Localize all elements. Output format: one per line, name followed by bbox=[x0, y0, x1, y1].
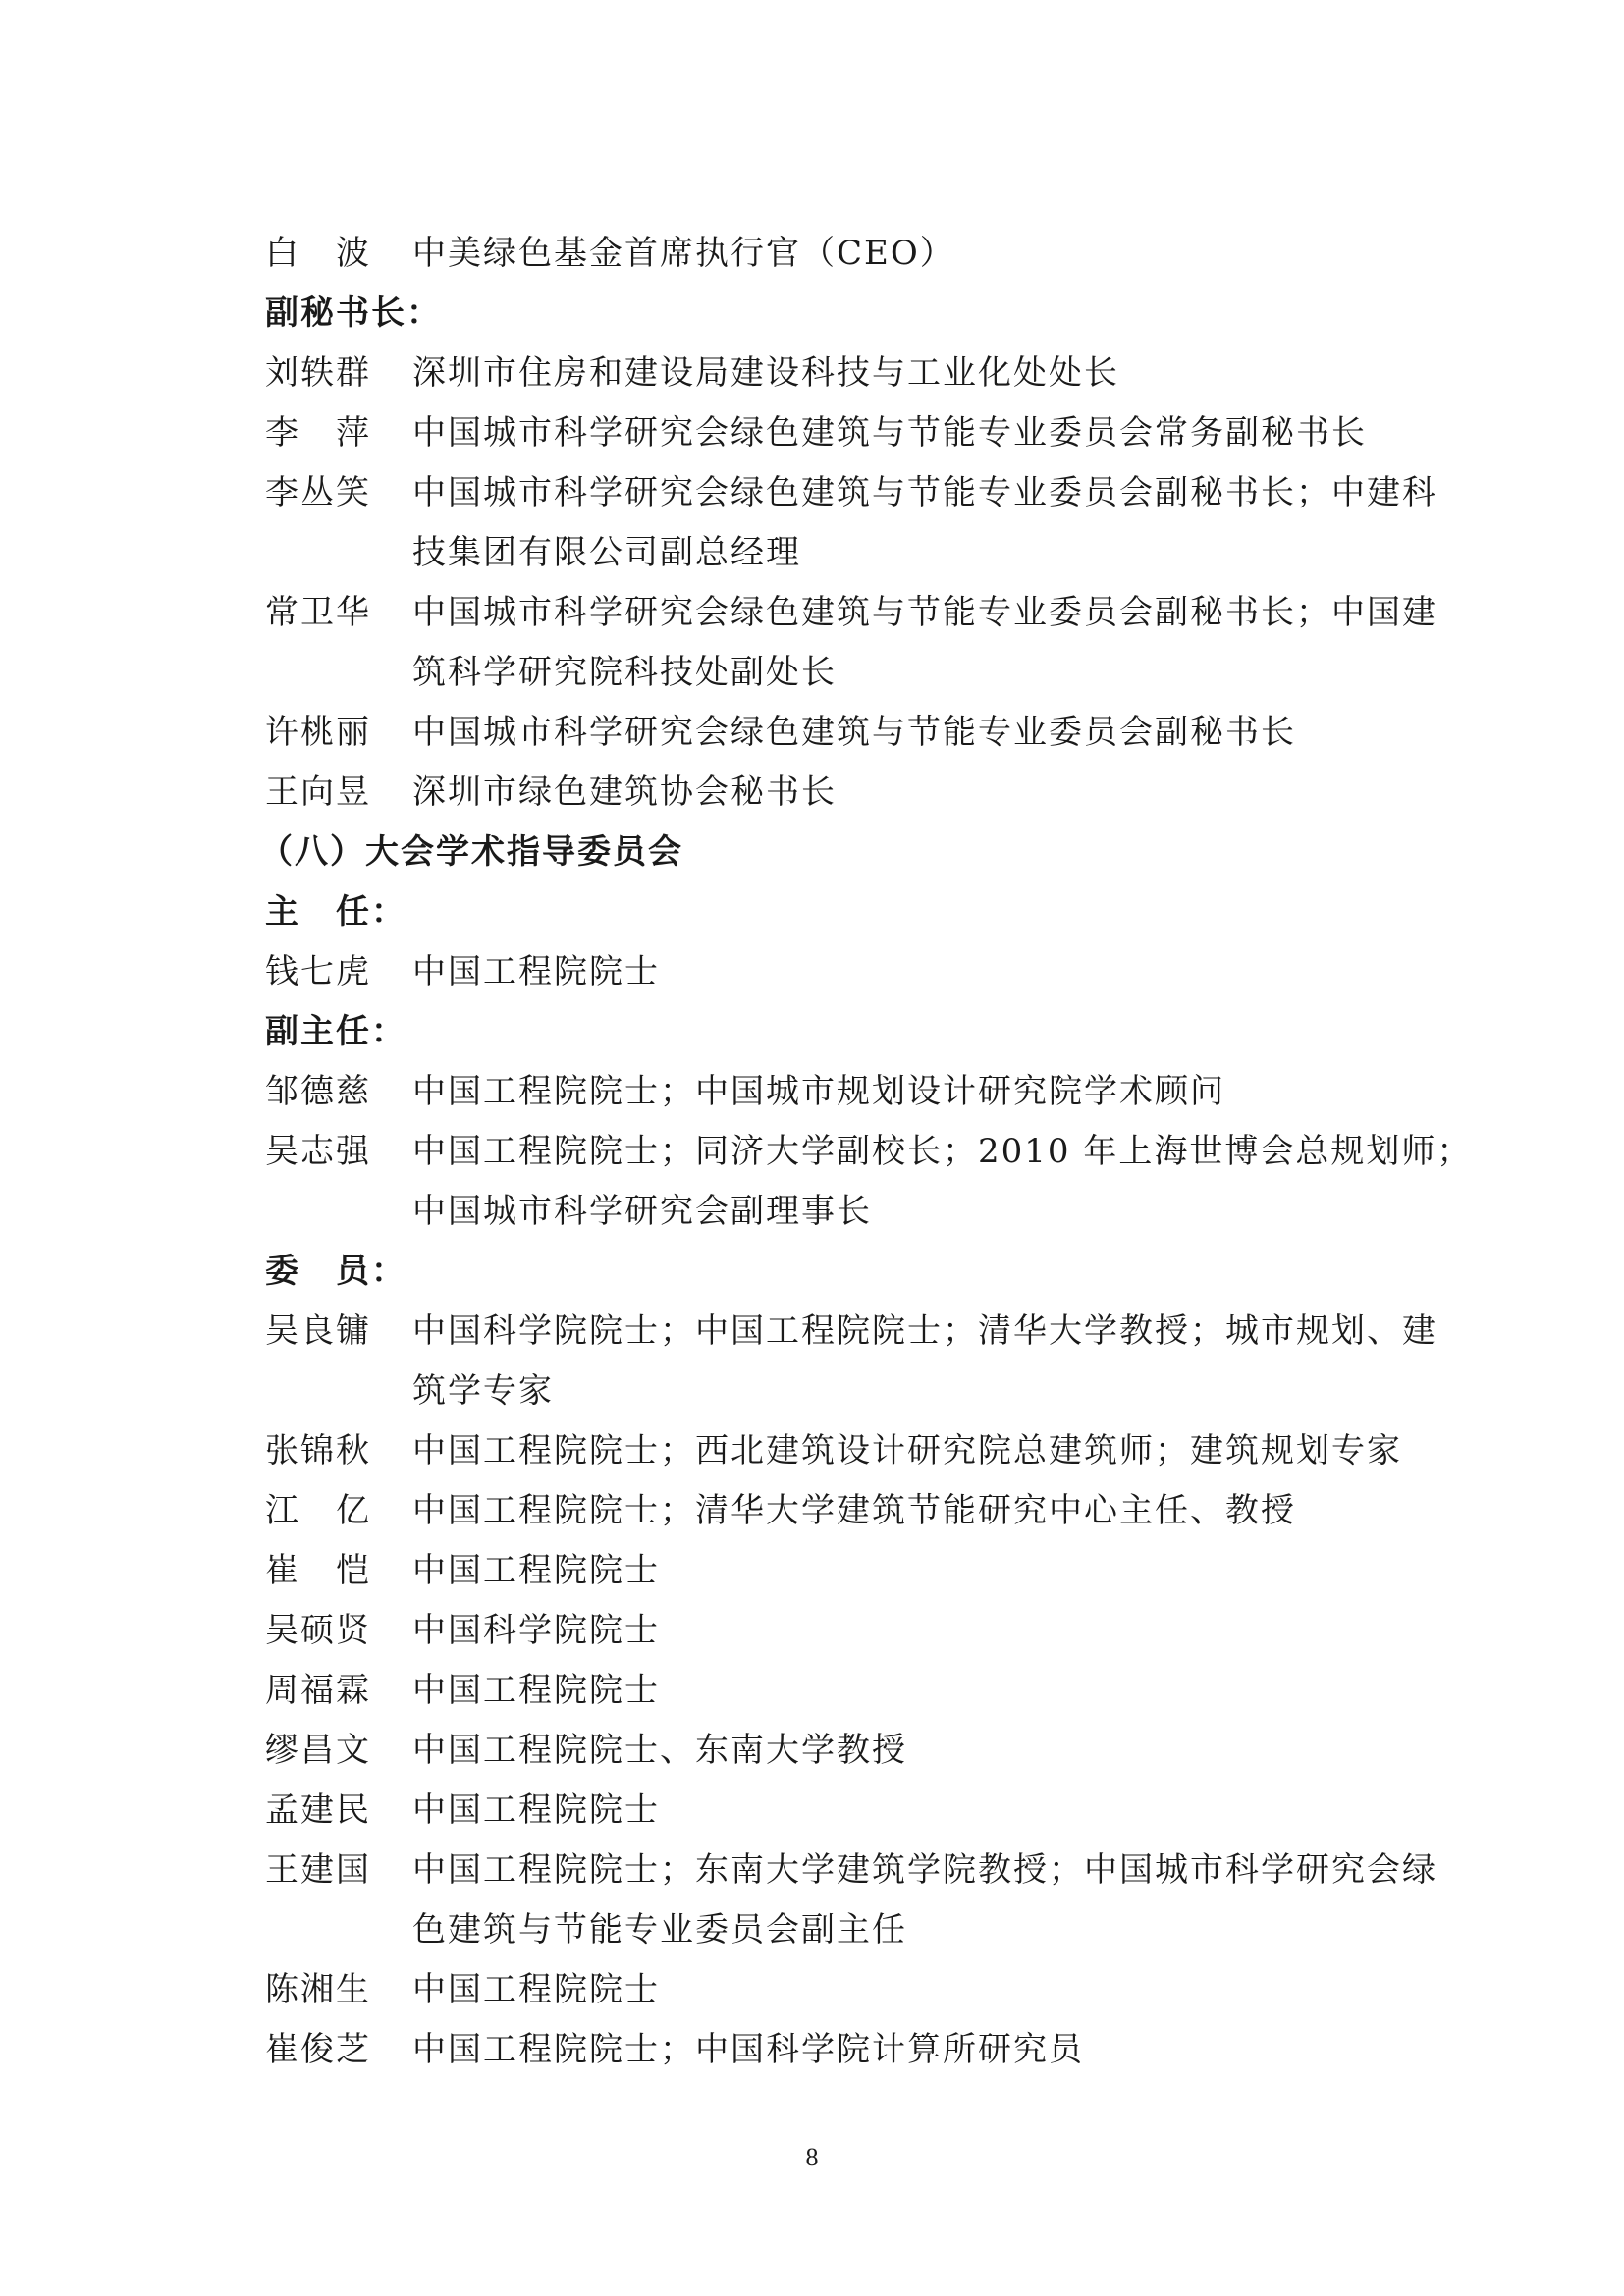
member-title: 中国工程院院士；中国科学院计算所研究员 bbox=[412, 2030, 1084, 2069]
member-title: 中国城市科学研究会绿色建筑与节能专业委员会副秘书长 bbox=[412, 713, 1296, 752]
member-name: 李丛笑 bbox=[265, 473, 371, 512]
member-title: 中美绿色基金首席执行官（CEO） bbox=[412, 234, 955, 273]
member-title: 筑科学研究院科技处副处长 bbox=[412, 653, 837, 692]
member-entry bbox=[265, 2020, 1453, 2080]
member-entry bbox=[265, 942, 1453, 1002]
member-name: 刘轶群 bbox=[265, 353, 371, 393]
member-title: 中国工程院院士；东南大学建筑学院教授；中国城市科学研究会绿 bbox=[412, 1850, 1437, 1890]
member-entry-continuation bbox=[265, 1362, 1453, 1421]
member-entry bbox=[265, 1841, 1453, 1900]
member-name: 许桃丽 bbox=[265, 713, 371, 752]
member-name: 崔 恺 bbox=[265, 1551, 371, 1590]
role-heading: 副秘书长： bbox=[265, 294, 442, 333]
member-entry-continuation bbox=[265, 1182, 1453, 1242]
member-title: 筑学专家 bbox=[412, 1371, 554, 1411]
member-name: 吴硕贤 bbox=[265, 1611, 371, 1650]
member-entry-continuation bbox=[265, 643, 1453, 703]
member-entry bbox=[265, 224, 1453, 284]
member-entry bbox=[265, 1960, 1453, 2020]
member-name: 常卫华 bbox=[265, 593, 371, 632]
member-name: 王向昱 bbox=[265, 773, 371, 812]
member-title: 中国城市科学研究会绿色建筑与节能专业委员会副秘书长；中建科 bbox=[412, 473, 1437, 512]
member-title: 深圳市绿色建筑协会秘书长 bbox=[412, 773, 837, 812]
member-entry-continuation bbox=[265, 1900, 1453, 1960]
role-heading: 主 任： bbox=[265, 892, 406, 932]
member-entry bbox=[265, 1122, 1473, 1182]
member-name: 缪昌文 bbox=[265, 1731, 371, 1770]
member-entry bbox=[265, 583, 1453, 643]
member-title: 中国工程院院士 bbox=[412, 1790, 660, 1830]
member-name: 张锦秋 bbox=[265, 1431, 371, 1470]
member-title: 中国工程院院士；清华大学建筑节能研究中心主任、教授 bbox=[412, 1491, 1296, 1530]
member-entry bbox=[265, 1302, 1453, 1362]
member-entry bbox=[265, 763, 1453, 823]
member-title: 中国工程院院士、东南大学教授 bbox=[412, 1731, 907, 1770]
member-name: 陈湘生 bbox=[265, 1970, 371, 2009]
member-name: 周福霖 bbox=[265, 1671, 371, 1710]
member-title: 中国科学院院士；中国工程院院士；清华大学教授；城市规划、建 bbox=[412, 1311, 1437, 1351]
member-title: 中国工程院院士；中国城市规划设计研究院学术顾问 bbox=[412, 1072, 1225, 1111]
member-title: 技集团有限公司副总经理 bbox=[412, 533, 801, 572]
member-name: 吴志强 bbox=[265, 1132, 371, 1171]
page-number: 8 bbox=[805, 2143, 819, 2171]
member-entry bbox=[265, 1062, 1453, 1122]
member-title: 中国工程院院士 bbox=[412, 1551, 660, 1590]
member-entry bbox=[265, 1661, 1453, 1721]
section-title: （八）大会学术指导委员会 bbox=[259, 832, 683, 872]
member-entry bbox=[265, 463, 1453, 523]
member-entry bbox=[265, 703, 1453, 763]
member-name: 李 萍 bbox=[265, 413, 371, 453]
member-title: 中国工程院院士 bbox=[412, 952, 660, 991]
member-title: 中国工程院院士；同济大学副校长；2010 年上海世博会总规划师； bbox=[412, 1132, 1473, 1171]
member-entry bbox=[265, 1481, 1453, 1541]
member-name: 白 波 bbox=[265, 234, 371, 273]
member-name: 钱七虎 bbox=[265, 952, 371, 991]
member-name: 邹德慈 bbox=[265, 1072, 371, 1111]
member-title: 中国工程院院士 bbox=[412, 1671, 660, 1710]
member-name: 吴良镛 bbox=[265, 1311, 371, 1351]
member-entry bbox=[265, 1781, 1453, 1841]
member-name: 崔俊芝 bbox=[265, 2030, 371, 2069]
member-title: 中国科学院院士 bbox=[412, 1611, 660, 1650]
member-entry bbox=[265, 1721, 1453, 1781]
member-name: 王建国 bbox=[265, 1850, 371, 1890]
member-title: 中国城市科学研究会绿色建筑与节能专业委员会常务副秘书长 bbox=[412, 413, 1367, 453]
member-title: 中国城市科学研究会绿色建筑与节能专业委员会副秘书长；中国建 bbox=[412, 593, 1437, 632]
member-entry bbox=[265, 1421, 1453, 1481]
member-title: 中国工程院院士；西北建筑设计研究院总建筑师；建筑规划专家 bbox=[412, 1431, 1402, 1470]
member-entry-continuation bbox=[265, 523, 1453, 583]
role-heading: 委 员： bbox=[265, 1252, 406, 1291]
member-name: 孟建民 bbox=[265, 1790, 371, 1830]
member-title: 深圳市住房和建设局建设科技与工业化处处长 bbox=[412, 353, 1119, 393]
member-title: 中国工程院院士 bbox=[412, 1970, 660, 2009]
member-entry bbox=[265, 1541, 1453, 1601]
role-heading: 副主任： bbox=[265, 1012, 406, 1051]
member-entry bbox=[265, 1601, 1453, 1661]
member-entry bbox=[265, 344, 1453, 403]
document-body bbox=[259, 224, 1473, 2080]
member-entry bbox=[265, 403, 1453, 463]
member-title: 中国城市科学研究会副理事长 bbox=[412, 1192, 872, 1231]
member-title: 色建筑与节能专业委员会副主任 bbox=[412, 1910, 907, 1949]
member-name: 江 亿 bbox=[265, 1491, 371, 1530]
